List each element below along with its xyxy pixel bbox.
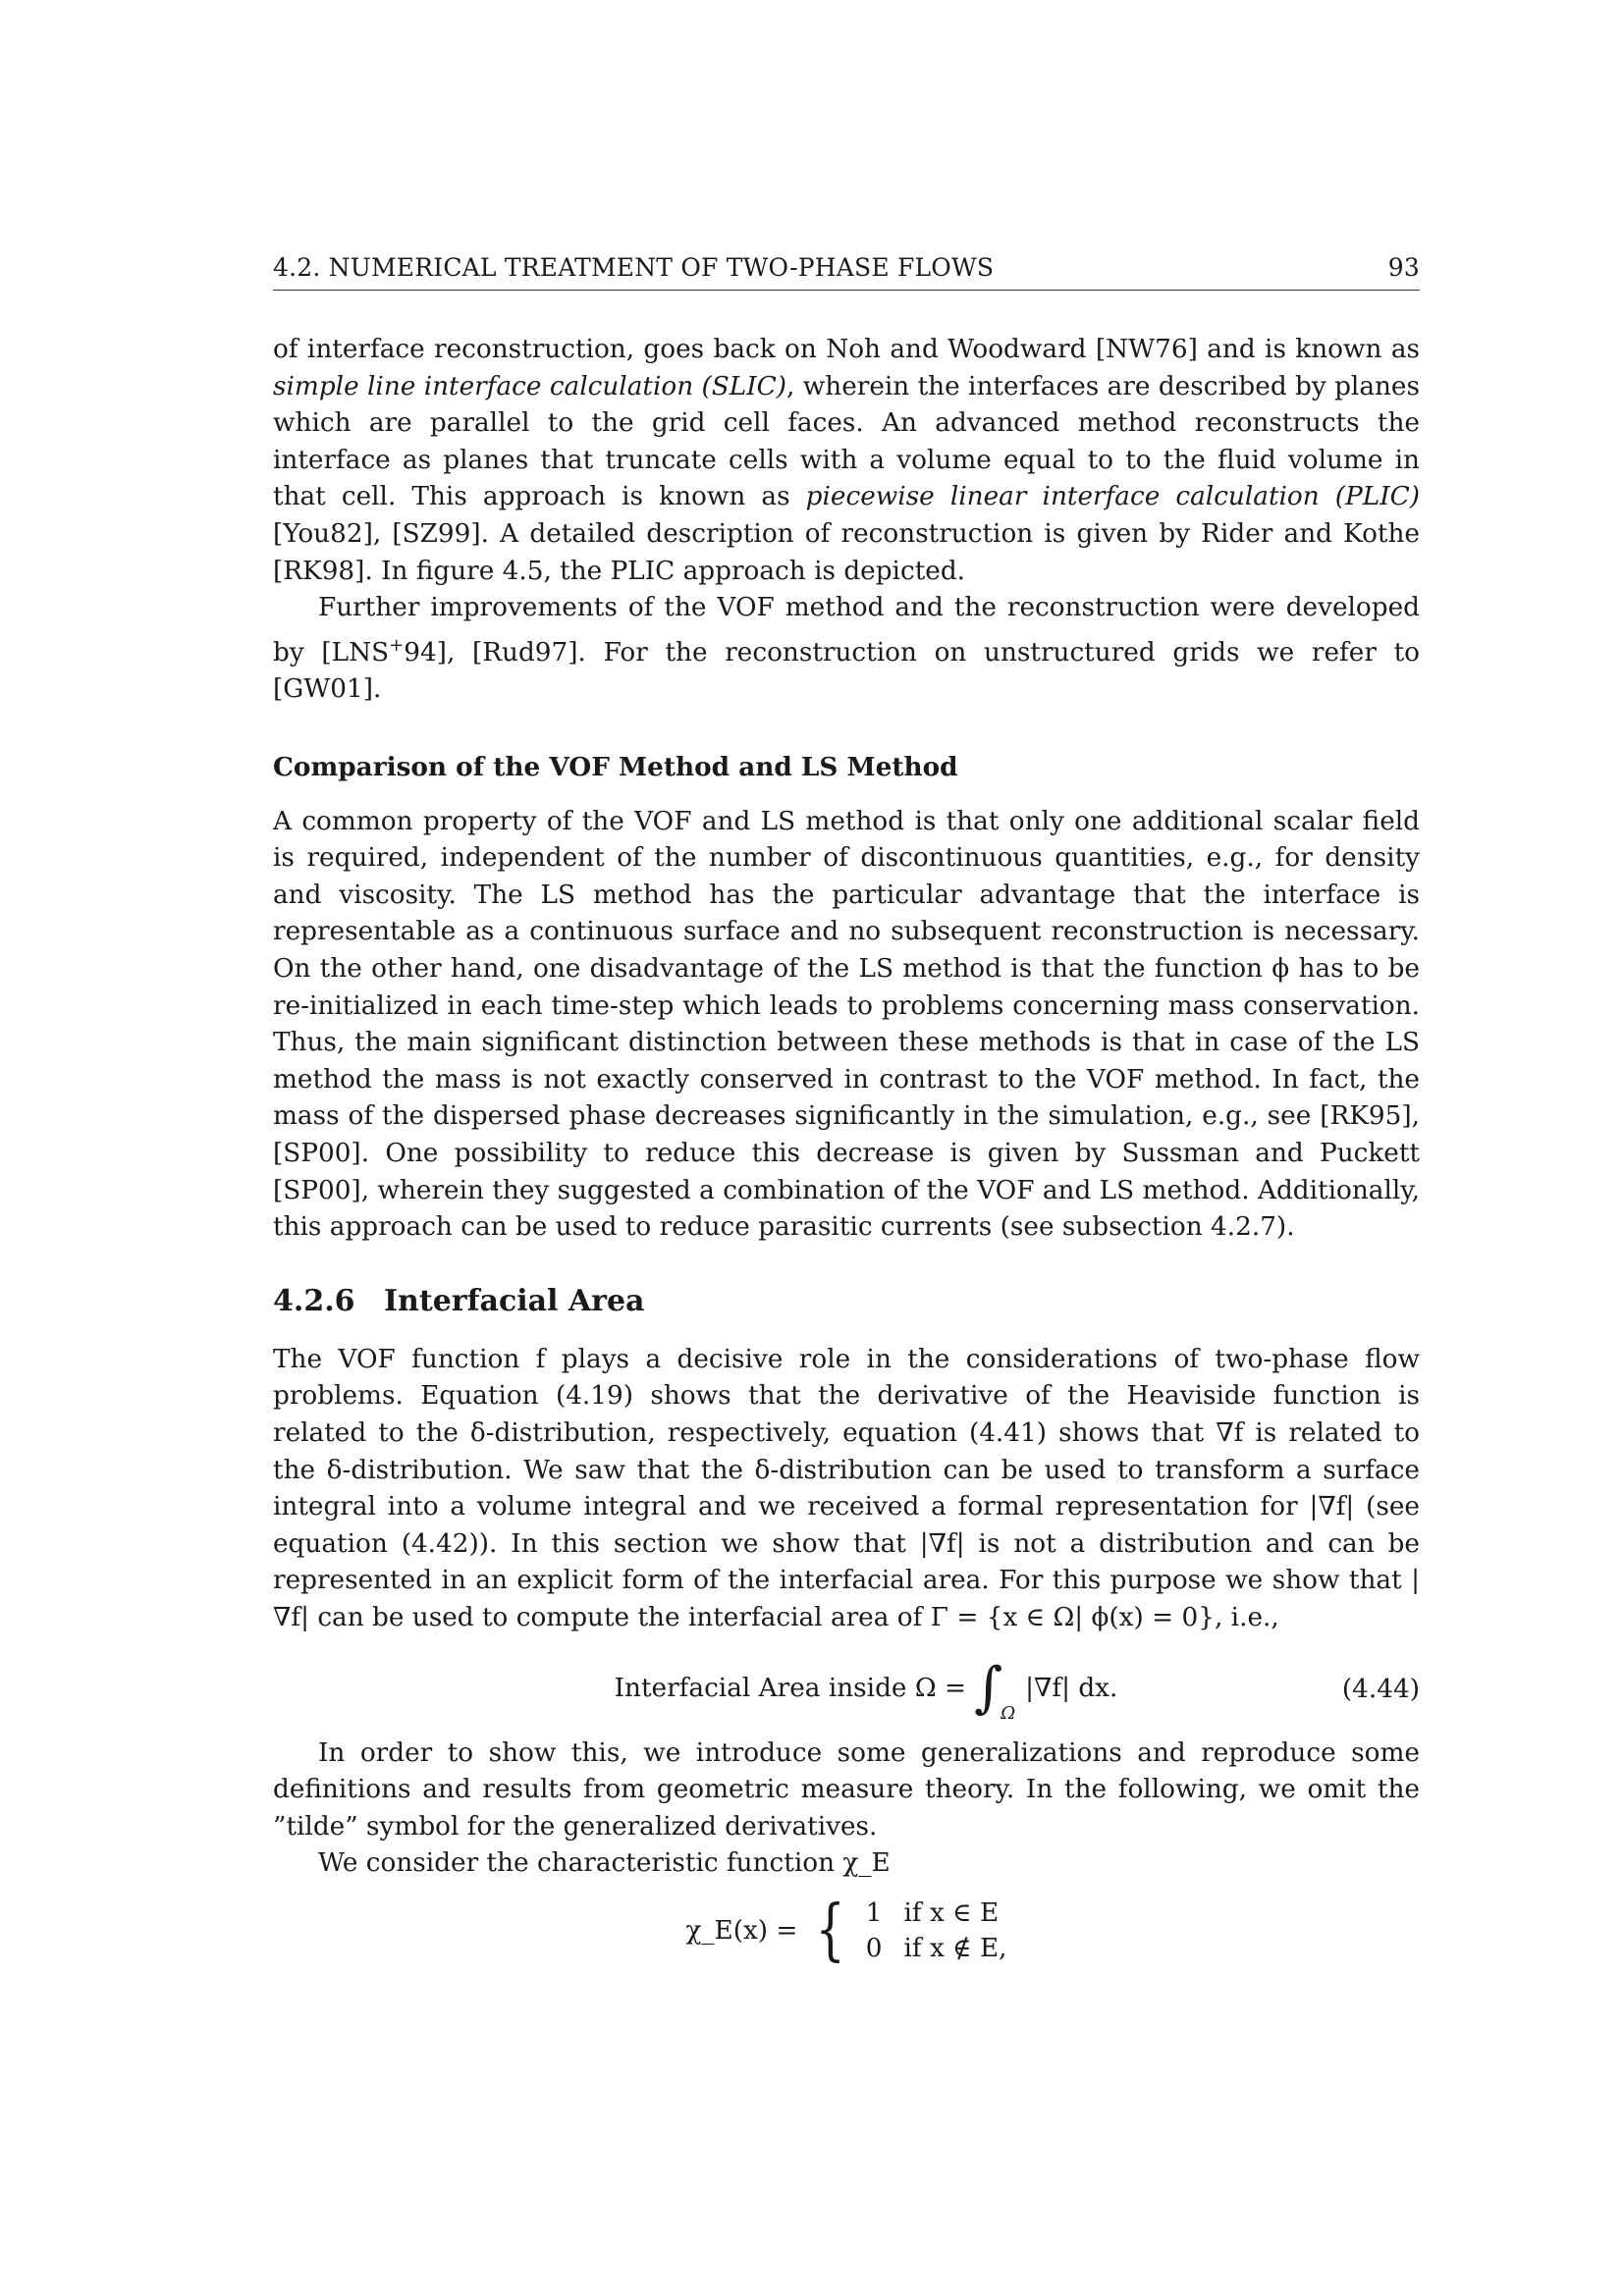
section-heading [273, 1284, 1420, 1318]
equation-integrand: |∇f| dx. [1025, 1673, 1118, 1703]
page [273, 253, 1420, 1969]
plic-term: piecewise linear interface calculation (PLIC) [805, 482, 1420, 512]
cases-brace: { [815, 1891, 846, 1969]
equation-characteristic-function [273, 1891, 1420, 1969]
section-title: Interfacial Area [384, 1283, 645, 1318]
comparison-heading: Comparison of the VOF Method and LS Method [273, 751, 958, 782]
slic-term: simple line interface calculation (SLIC) [273, 371, 787, 401]
equation-lhs: Interfacial Area inside Ω = [614, 1673, 967, 1703]
running-header-title: 4.2. NUMERICAL TREATMENT OF TWO-PHASE FLOWS [273, 253, 995, 282]
chi-lhs: χ_E(x) = [685, 1915, 798, 1946]
equation-4-44 [273, 1641, 1420, 1735]
paragraph-generalizations: In order to show this, we introduce some generalizations and reproduce some definitions and results from geometric measure theory. In the following, we omit the ”tilde” symbol for the generalized derivatives. [273, 1737, 1420, 1842]
body-text [273, 332, 1420, 1969]
page-number: 93 [1387, 253, 1420, 282]
integral-symbol: ∫ Ω [974, 1655, 1016, 1724]
cases-table: 1 if x ∈ E 0 if x ∉ E, [865, 1897, 1007, 1963]
paragraph-comparison: A common property of the VOF and LS method is that only one additional scalar field is required, independent of the number of discontinuous quantities, e.g., for density and viscosity. The LS method has the particular advantage that the interface is representable as a continuous surface and no subsequent reconstruction is necessary. On the other hand, one disadvantage of the LS method is that the function ϕ has to be re-initialized in each time-step which leads to problems concerning mass conservation. Thus, the main significant distinction between these methods is that in case of the LS method the mass is not exactly conserved in contrast to the VOF method. In fact, the mass of the dispersed phase decreases significantly in the simulation, e.g., see [RK95], [SP00]. One possibility to reduce this decrease is given by Sussman and Puckett [SP00], wherein they suggested a combination of the VOF and LS method. Additionally, this approach can be used to reduce parasitic currents (see subsection 4.2.7). [273, 806, 1420, 1243]
paragraph-characteristic: We consider the characteristic function χ_E [318, 1848, 891, 1879]
section-number: 4.2.6 [273, 1283, 355, 1318]
paragraph-vof-function: The VOF function f plays a decisive role in the considerations of two-phase flow problems. Equation (4.19) shows that the derivative of the Heaviside function is related to the δ-distribution, respectively, equation (4.41) shows that ∇f is related to the δ-distribution. We saw that the δ-distribution can be used to transform a surface integral into a volume integral and we received a formal representation for |∇f| (see equation (4.42)). In this section we show that |∇f| is not a distribution and can be represented in an explicit form of the interfacial area. For this purpose we show that |∇f| can be used to compute the interfacial area of Γ = {x ∈ Ω| ϕ(x) = 0}, i.e., [273, 1344, 1420, 1632]
running-header [273, 253, 1420, 291]
equation-label: (4.44) [1341, 1674, 1420, 1704]
paragraph-reconstruction: of interface reconstruction, goes back on Noh and Woodward [NW76] and is known as simple line interface calculation (SLIC), wherein the interfaces are described by planes which are parallel to the grid cell faces. An advanced method reconstructs the interface as planes that truncate cells with a volume equal to to the fluid volume in that cell. This approach is known as piecewise linear interface calculation (PLIC) [You82], [SZ99]. A detailed description of reconstruction is given by Rider and Kothe [RK98]. In figure 4.5, the PLIC approach is depicted. [273, 335, 1420, 586]
paragraph-improvements: Further improvements of the VOF method and the reconstruction were developed by [LNS+94], [Rud97]. For the reconstruction on unstructured grids we refer to [GW01]. [273, 593, 1420, 705]
